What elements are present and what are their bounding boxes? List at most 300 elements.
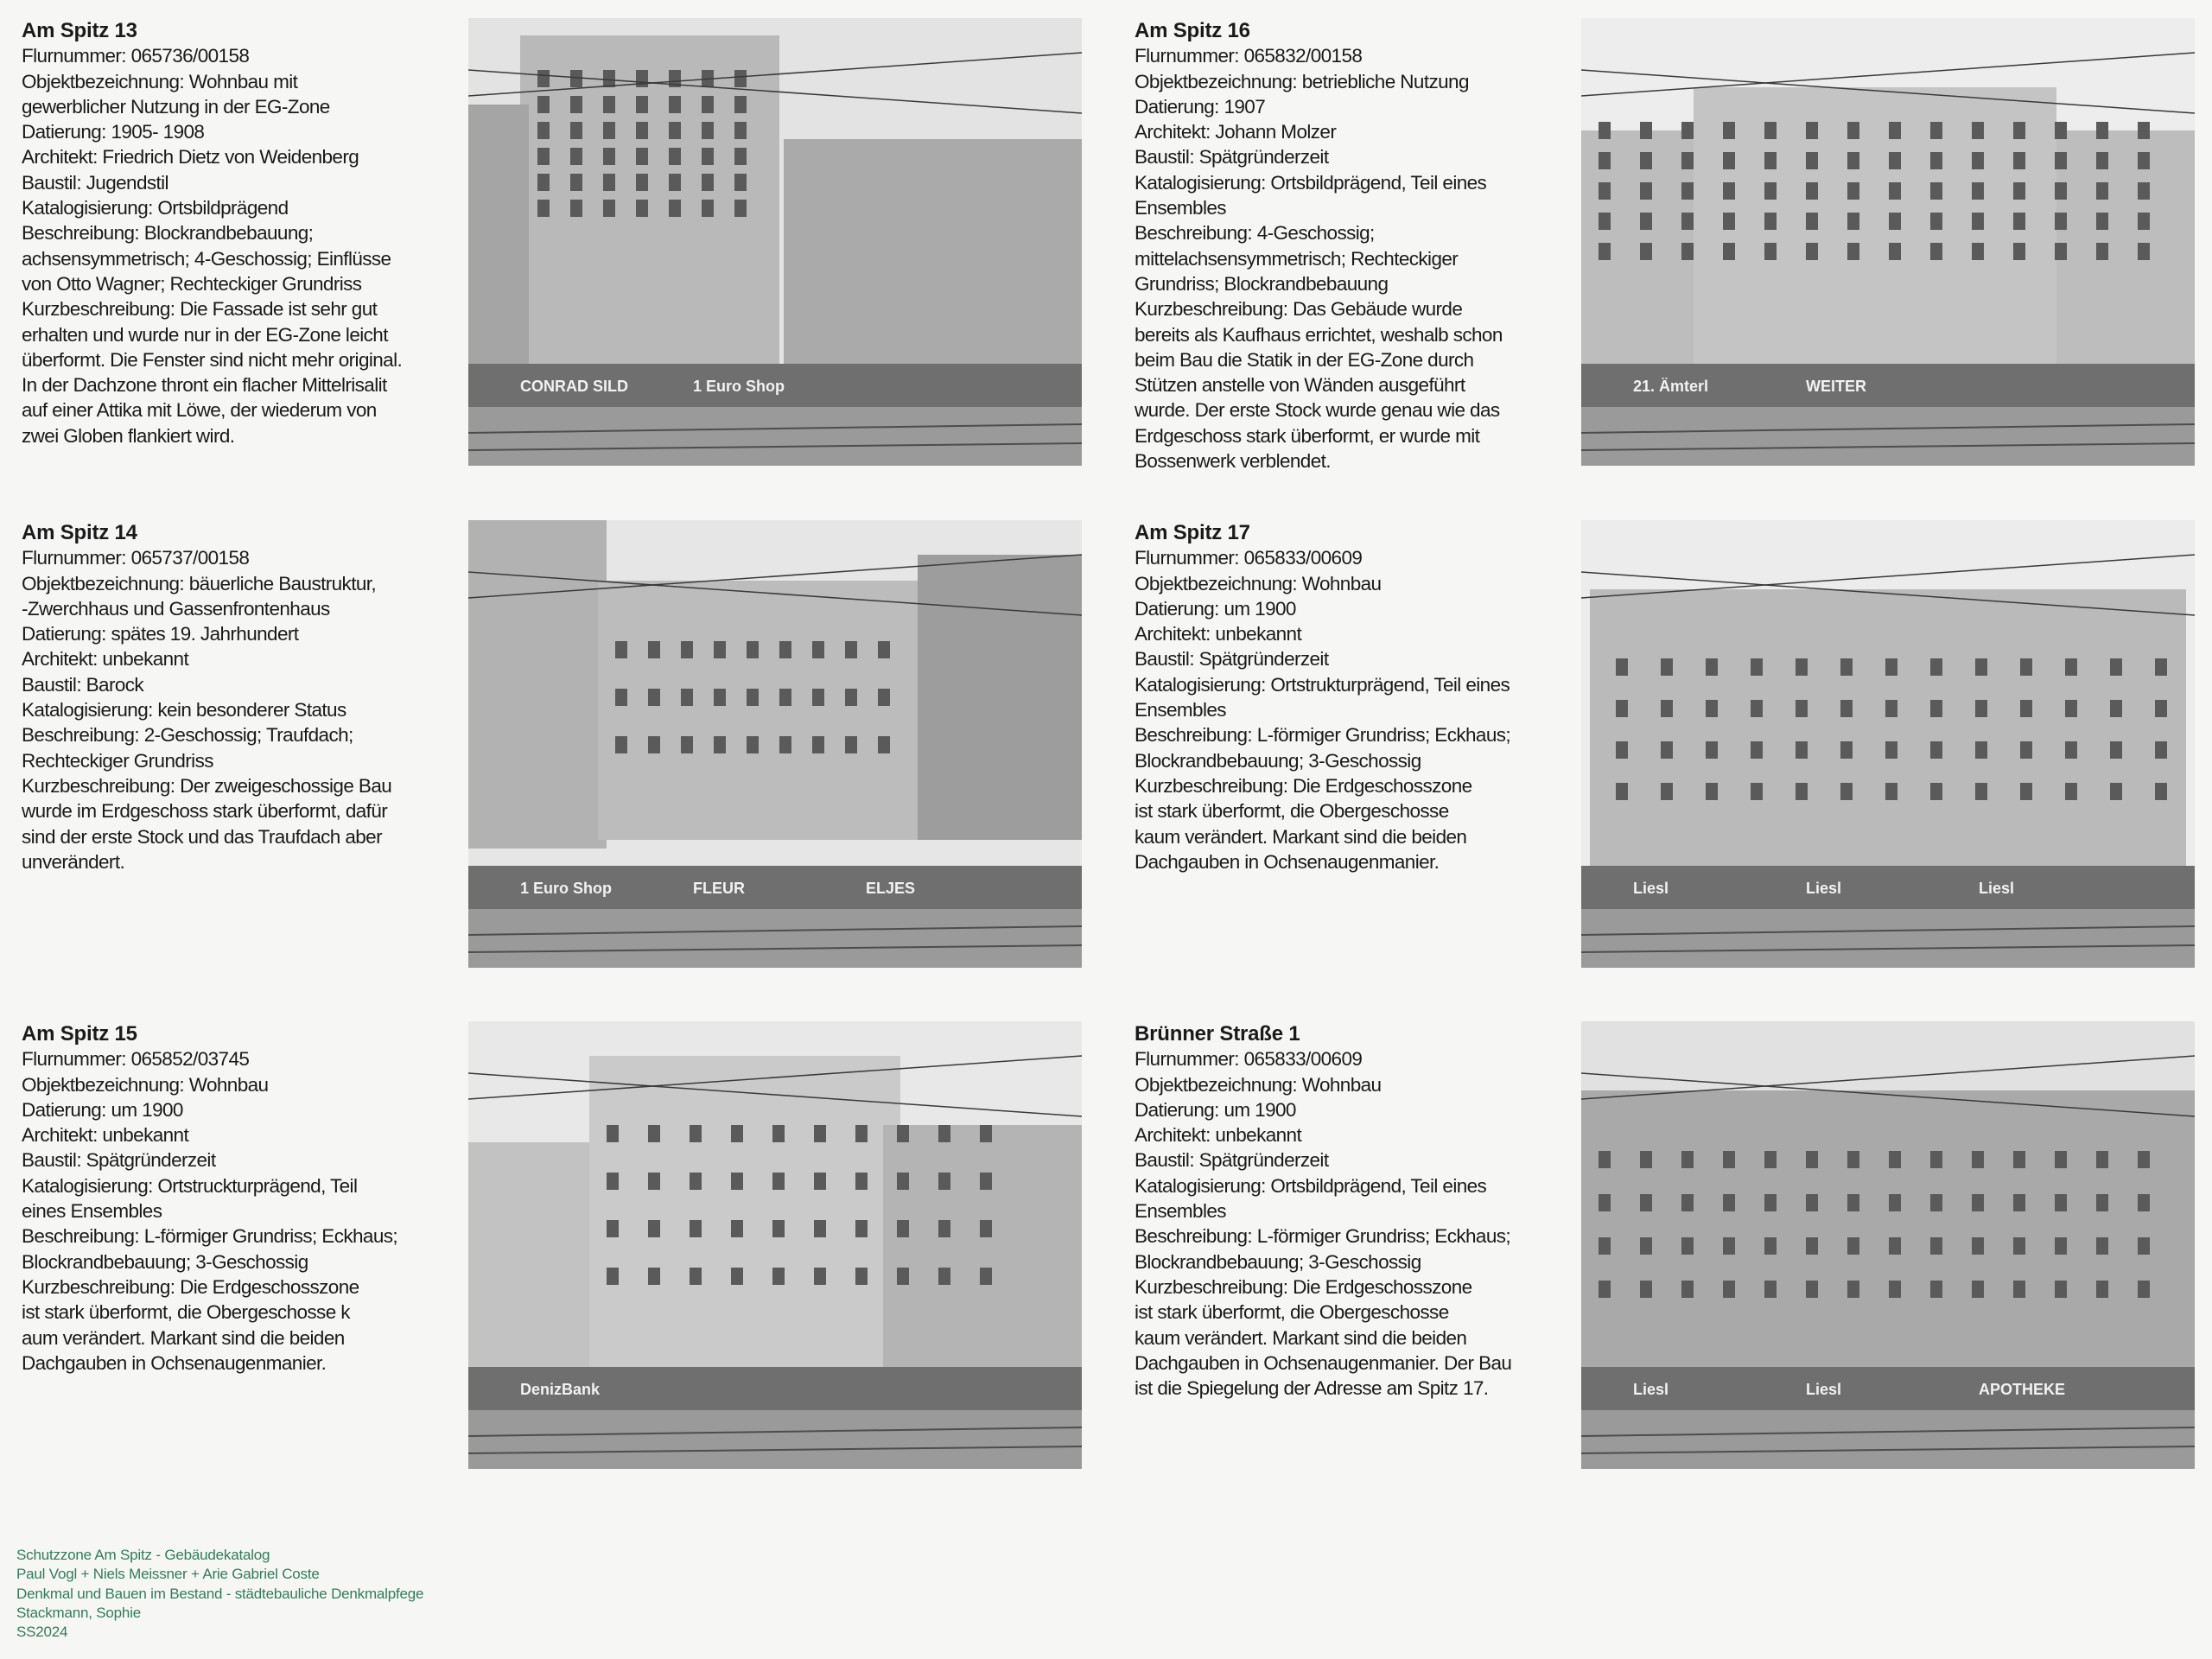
- shop-sign: Liesl: [1979, 880, 2015, 897]
- window: [1751, 658, 1763, 676]
- window: [1723, 1151, 1735, 1168]
- entry-line: Baustil: Spätgründerzeit: [1135, 1149, 1329, 1172]
- window: [2096, 122, 2108, 139]
- window: [938, 1268, 950, 1285]
- footer-line: Schutzzone Am Spitz - Gebäudekatalog: [16, 1547, 270, 1563]
- window: [615, 641, 627, 658]
- entry-line: Katalogisierung: Ortsbildprägend, Teil eines: [1135, 171, 1487, 194]
- entry-title: Am Spitz 13: [22, 19, 137, 42]
- window: [734, 200, 747, 217]
- entry-line: Bossenwerk verblendet.: [1135, 450, 1331, 473]
- window: [1723, 1281, 1735, 1298]
- window: [980, 1125, 992, 1142]
- entry-line: Blockrandbebauung; 3-Geschossig: [1135, 1250, 1421, 1273]
- window: [938, 1125, 950, 1142]
- window: [1640, 1281, 1652, 1298]
- window: [570, 174, 582, 191]
- window: [603, 122, 615, 139]
- footer-line: Denkmal und Bauen im Bestand - städtebauliche Denkmalpfege: [16, 1585, 424, 1602]
- entry-title: Am Spitz 15: [22, 1022, 137, 1046]
- window: [938, 1220, 950, 1237]
- entry-line: auf einer Attika mit Löwe, der wiederum von: [22, 399, 377, 422]
- window: [1599, 1281, 1611, 1298]
- window: [607, 1220, 619, 1237]
- entry-line: Ensembles: [1135, 1200, 1226, 1223]
- window: [2013, 1237, 2025, 1255]
- building-photo-icon: [468, 1021, 1082, 1469]
- window: [1796, 658, 1808, 676]
- window: [1885, 783, 1897, 800]
- window: [1723, 1194, 1735, 1211]
- window: [1972, 122, 1984, 139]
- window: [1599, 243, 1611, 260]
- window: [1930, 741, 1942, 759]
- entry-line: Erdgeschoss stark überformt, er wurde mit: [1135, 424, 1480, 447]
- window: [1681, 243, 1694, 260]
- window: [2013, 182, 2025, 200]
- window: [1764, 1237, 1777, 1255]
- entry-line: Architekt: unbekannt: [1135, 623, 1302, 645]
- window: [855, 1173, 868, 1190]
- window: [1723, 1237, 1735, 1255]
- window: [1889, 1281, 1901, 1298]
- window: [1640, 1151, 1652, 1168]
- entry-line: von Otto Wagner; Rechteckiger Grundriss: [22, 272, 362, 295]
- entry-text: [1135, 18, 1541, 474]
- window: [636, 70, 648, 87]
- window: [690, 1173, 702, 1190]
- window: [702, 148, 714, 165]
- entry-line: Architekt: unbekannt: [22, 1124, 189, 1147]
- window: [2055, 122, 2067, 139]
- window: [2110, 658, 2122, 676]
- window: [669, 122, 681, 139]
- window: [570, 70, 582, 87]
- entry-line: Stützen anstelle von Wänden ausgeführt: [1135, 374, 1465, 397]
- window: [702, 174, 714, 191]
- window: [734, 96, 747, 113]
- window: [845, 689, 857, 706]
- window: [731, 1125, 743, 1142]
- window: [1930, 1237, 1942, 1255]
- building-facade: [589, 1056, 900, 1419]
- entry-title: Am Spitz 17: [1135, 521, 1250, 544]
- window: [1599, 152, 1611, 169]
- window: [2138, 152, 2150, 169]
- entry-line: Kurzbeschreibung: Die Erdgeschosszone: [22, 1275, 359, 1298]
- window: [1972, 1237, 1984, 1255]
- window: [1616, 658, 1628, 676]
- window: [1889, 243, 1901, 260]
- footer-line: SS2024: [16, 1624, 68, 1641]
- entry-line: Baustil: Spätgründerzeit: [1135, 146, 1329, 168]
- building-facade: [1694, 87, 2056, 390]
- window: [2110, 783, 2122, 800]
- building-photo-icon: [468, 18, 1082, 466]
- entry-line: Objektbezeichnung: Wohnbau mit: [22, 70, 298, 92]
- window: [648, 736, 660, 753]
- window: [1885, 741, 1897, 759]
- entry-bruenner-strasse-1: [1135, 1021, 2212, 1471]
- window: [1930, 182, 1942, 200]
- building-facade: [598, 581, 918, 840]
- entry-line: Flurnummer: 065832/00158: [1135, 45, 1363, 67]
- building-photo-icon: [1581, 18, 2195, 466]
- window: [1764, 1281, 1777, 1298]
- window: [570, 122, 582, 139]
- window: [2065, 783, 2077, 800]
- window: [636, 96, 648, 113]
- window: [1930, 1151, 1942, 1168]
- window: [537, 122, 550, 139]
- entry-line: Kurzbeschreibung: Der zweigeschossige Bau: [22, 774, 392, 797]
- entry-line: Blockrandbebauung; 3-Geschossig: [1135, 749, 1421, 772]
- window: [1661, 658, 1673, 676]
- window: [878, 736, 890, 753]
- window: [1796, 700, 1808, 717]
- window: [2138, 1194, 2150, 1211]
- window: [1723, 122, 1735, 139]
- entry-line: Objektbezeichnung: Wohnbau: [22, 1073, 269, 1096]
- entry-line: Dachgauben in Ochsenaugenmanier.: [1135, 850, 1440, 873]
- window: [779, 736, 791, 753]
- window: [1972, 182, 1984, 200]
- entry-line: Kurzbeschreibung: Die Erdgeschosszone: [1135, 774, 1472, 797]
- window: [1806, 1151, 1818, 1168]
- window: [1764, 152, 1777, 169]
- footer-line: Stackmann, Sophie: [16, 1604, 142, 1621]
- window: [1847, 213, 1859, 230]
- entry-line: überformt. Die Fenster sind nicht mehr original.: [22, 348, 403, 371]
- window: [537, 96, 550, 113]
- window: [1972, 1151, 1984, 1168]
- window: [1975, 741, 1987, 759]
- window: [690, 1268, 702, 1285]
- entry-line: Beschreibung: L-förmiger Grundriss; Eckhaus;: [1135, 724, 1511, 747]
- window: [1847, 1281, 1859, 1298]
- window: [1681, 182, 1694, 200]
- window: [1681, 213, 1694, 230]
- window: [1972, 1281, 1984, 1298]
- footer: [16, 1546, 423, 1642]
- window: [734, 122, 747, 139]
- window: [603, 70, 615, 87]
- window: [1889, 152, 1901, 169]
- entry-line: sind der erste Stock und das Traufdach aber: [22, 825, 382, 848]
- entry-am-spitz-13: [22, 18, 1112, 467]
- window: [1889, 182, 1901, 200]
- window: [1723, 243, 1735, 260]
- window: [814, 1220, 826, 1237]
- window: [1796, 741, 1808, 759]
- entry-line: Flurnummer: 065737/00158: [22, 547, 250, 569]
- window: [747, 641, 759, 658]
- entry-line: kaum verändert. Markant sind die beiden: [1135, 825, 1467, 848]
- entry-line: Katalogisierung: Ortstruckturprägend, Teil: [22, 1174, 358, 1197]
- window: [1599, 213, 1611, 230]
- shop-sign: FLEUR: [693, 880, 745, 897]
- shop-sign: 1 Euro Shop: [520, 880, 613, 897]
- entry-line: Objektbezeichnung: betriebliche Nutzung: [1135, 70, 1469, 92]
- window: [2096, 1151, 2108, 1168]
- window: [897, 1125, 909, 1142]
- window: [2155, 700, 2167, 717]
- window: [779, 641, 791, 658]
- window: [2013, 1151, 2025, 1168]
- window: [1681, 122, 1694, 139]
- window: [2155, 658, 2167, 676]
- window: [1706, 658, 1718, 676]
- entry-line: Datierung: 1905- 1908: [22, 121, 205, 143]
- window: [855, 1125, 868, 1142]
- window: [812, 641, 824, 658]
- window: [1806, 213, 1818, 230]
- window: [878, 641, 890, 658]
- window: [1806, 182, 1818, 200]
- window: [648, 689, 660, 706]
- window: [1975, 700, 1987, 717]
- window: [1847, 243, 1859, 260]
- window: [2055, 1151, 2067, 1168]
- entry-line: Datierung: spätes 19. Jahrhundert: [22, 623, 299, 645]
- entry-line: Baustil: Jugendstil: [22, 171, 168, 194]
- window: [1706, 783, 1718, 800]
- entry-line: Flurnummer: 065833/00609: [1135, 1048, 1363, 1071]
- window: [1840, 700, 1853, 717]
- window: [1616, 741, 1628, 759]
- window: [980, 1220, 992, 1237]
- entry-line: Rechteckiger Grundriss: [22, 749, 213, 772]
- entry-line: wurde im Erdgeschoss stark überformt, dafür: [22, 800, 388, 823]
- window: [772, 1125, 785, 1142]
- window: [779, 689, 791, 706]
- window: [669, 96, 681, 113]
- entry-line: kaum verändert. Markant sind die beiden: [1135, 1326, 1467, 1349]
- window: [2096, 243, 2108, 260]
- window: [1930, 1281, 1942, 1298]
- entry-line: erhalten und wurde nur in der EG-Zone leicht: [22, 323, 388, 346]
- entry-am-spitz-14: [22, 520, 1112, 969]
- entry-line: ist stark überformt, die Obergeschosse: [1135, 1301, 1449, 1324]
- window: [1764, 182, 1777, 200]
- entry-line: Flurnummer: 065736/00158: [22, 45, 250, 67]
- window: [607, 1173, 619, 1190]
- building-photo: [1581, 18, 2195, 466]
- window: [1930, 1194, 1942, 1211]
- window: [537, 174, 550, 191]
- window: [636, 174, 648, 191]
- window: [980, 1268, 992, 1285]
- entry-am-spitz-17: [1135, 520, 2212, 969]
- entry-line: Beschreibung: L-förmiger Grundriss; Eckhaus;: [22, 1225, 398, 1248]
- entry-text: [1135, 520, 1541, 874]
- window: [897, 1220, 909, 1237]
- window: [702, 96, 714, 113]
- window: [2055, 243, 2067, 260]
- window: [731, 1220, 743, 1237]
- entry-title: Am Spitz 14: [22, 521, 137, 544]
- window: [2138, 1281, 2150, 1298]
- window: [2110, 700, 2122, 717]
- window: [878, 689, 890, 706]
- window: [2138, 213, 2150, 230]
- entry-am-spitz-15: [22, 1021, 1112, 1471]
- window: [855, 1268, 868, 1285]
- window: [814, 1268, 826, 1285]
- shop-sign: Liesl: [1633, 880, 1669, 897]
- window: [747, 736, 759, 753]
- window: [603, 200, 615, 217]
- building-photo: [468, 520, 1082, 968]
- window: [1764, 1194, 1777, 1211]
- window: [1640, 122, 1652, 139]
- window: [772, 1220, 785, 1237]
- window: [570, 200, 582, 217]
- window: [1599, 182, 1611, 200]
- window: [772, 1173, 785, 1190]
- building-photo: [468, 18, 1082, 466]
- window: [636, 122, 648, 139]
- window: [636, 200, 648, 217]
- entry-line: achsensymmetrisch; 4-Geschossig; Einflüsse: [22, 247, 391, 270]
- entry-line: Architekt: Johann Molzer: [1135, 121, 1337, 143]
- window: [1706, 700, 1718, 717]
- window: [734, 148, 747, 165]
- window: [2138, 1237, 2150, 1255]
- window: [603, 96, 615, 113]
- shop-sign: 21. Ämterl: [1633, 378, 1709, 395]
- entry-line: wurde. Der erste Stock wurde genau wie das: [1135, 399, 1500, 422]
- window: [1751, 700, 1763, 717]
- entry-line: Katalogisierung: Ortstrukturprägend, Teil eines: [1135, 673, 1510, 696]
- building-photo-icon: [468, 520, 1082, 968]
- window: [648, 1125, 660, 1142]
- window: [714, 736, 726, 753]
- entry-line: Flurnummer: 065833/00609: [1135, 547, 1363, 569]
- window: [2138, 182, 2150, 200]
- window: [2013, 1281, 2025, 1298]
- entry-line: Baustil: Spätgründerzeit: [1135, 648, 1329, 671]
- window: [603, 174, 615, 191]
- footer-line: Paul Vogl + Niels Meissner + Arie Gabriel Coste: [16, 1566, 320, 1583]
- entry-line: Architekt: unbekannt: [22, 648, 189, 671]
- window: [2096, 152, 2108, 169]
- window: [2020, 783, 2032, 800]
- window: [636, 148, 648, 165]
- window: [1616, 700, 1628, 717]
- window: [845, 641, 857, 658]
- entry-line: Datierung: um 1900: [22, 1098, 183, 1121]
- window: [1751, 783, 1763, 800]
- window: [1640, 1194, 1652, 1211]
- window: [1840, 741, 1853, 759]
- window: [1661, 741, 1673, 759]
- window: [2013, 152, 2025, 169]
- entry-line: aum verändert. Markant sind die beiden: [22, 1326, 345, 1349]
- window: [1681, 1194, 1694, 1211]
- entry-line: Datierung: um 1900: [1135, 1098, 1296, 1121]
- window: [1681, 1237, 1694, 1255]
- entry-line: Dachgauben in Ochsenaugenmanier.: [22, 1351, 327, 1374]
- building-photo-icon: [1581, 520, 2195, 968]
- window: [1764, 1151, 1777, 1168]
- window: [2138, 122, 2150, 139]
- window: [1806, 1281, 1818, 1298]
- window: [1972, 152, 1984, 169]
- entry-line: Architekt: Friedrich Dietz von Weidenberg: [22, 146, 359, 168]
- window: [607, 1268, 619, 1285]
- entry-line: Flurnummer: 065852/03745: [22, 1048, 250, 1071]
- entry-line: mittelachsensymmetrisch; Rechteckiger: [1135, 247, 1459, 270]
- shop-sign: 1 Euro Shop: [693, 378, 785, 395]
- window: [812, 736, 824, 753]
- entry-line: Baustil: Barock: [22, 673, 144, 696]
- window: [2013, 1194, 2025, 1211]
- window: [2065, 741, 2077, 759]
- window: [2055, 1281, 2067, 1298]
- building-facade: [918, 555, 1082, 840]
- window: [1840, 783, 1853, 800]
- window: [2065, 700, 2077, 717]
- window: [731, 1173, 743, 1190]
- entry-line: Ensembles: [1135, 197, 1226, 219]
- entry-line: Objektbezeichnung: bäuerliche Baustruktur,: [22, 572, 377, 594]
- window: [1796, 783, 1808, 800]
- window: [980, 1173, 992, 1190]
- shop-sign: ELJES: [866, 880, 916, 897]
- shop-sign: WEITER: [1806, 378, 1866, 395]
- entry-text: [22, 520, 428, 874]
- window: [2096, 213, 2108, 230]
- window: [734, 174, 747, 191]
- window: [1723, 152, 1735, 169]
- window: [2110, 741, 2122, 759]
- building-photo-icon: [1581, 1021, 2195, 1469]
- window: [1930, 122, 1942, 139]
- entry-line: Blockrandbebauung; 3-Geschossig: [22, 1250, 308, 1273]
- window: [1930, 700, 1942, 717]
- window: [2096, 1237, 2108, 1255]
- shop-sign: Liesl: [1806, 1381, 1842, 1398]
- window: [1930, 243, 1942, 260]
- window: [1764, 243, 1777, 260]
- window: [814, 1125, 826, 1142]
- entry-line: Objektbezeichnung: Wohnbau: [1135, 572, 1382, 594]
- building-photo: [1581, 1021, 2195, 1469]
- entry-text: [22, 18, 428, 448]
- window: [1599, 1237, 1611, 1255]
- entry-line: ist stark überformt, die Obergeschosse k: [22, 1301, 350, 1324]
- window: [2065, 658, 2077, 676]
- window: [714, 689, 726, 706]
- entry-line: ist die Spiegelung der Adresse am Spitz 17.: [1135, 1377, 1489, 1400]
- window: [1616, 783, 1628, 800]
- window: [2055, 152, 2067, 169]
- window: [690, 1125, 702, 1142]
- window: [1847, 122, 1859, 139]
- entry-line: Objektbezeichnung: Wohnbau: [1135, 1073, 1382, 1096]
- entry-line: Kurzbeschreibung: Die Erdgeschosszone: [1135, 1275, 1472, 1298]
- window: [2096, 182, 2108, 200]
- window: [2055, 1194, 2067, 1211]
- window: [2138, 1151, 2150, 1168]
- entry-line: Kurzbeschreibung: Das Gebäude wurde: [1135, 298, 1463, 321]
- window: [1751, 741, 1763, 759]
- window: [1599, 122, 1611, 139]
- window: [1640, 213, 1652, 230]
- entry-line: Beschreibung: 4-Geschossig;: [1135, 222, 1375, 245]
- shop-sign: DenizBank: [520, 1381, 601, 1398]
